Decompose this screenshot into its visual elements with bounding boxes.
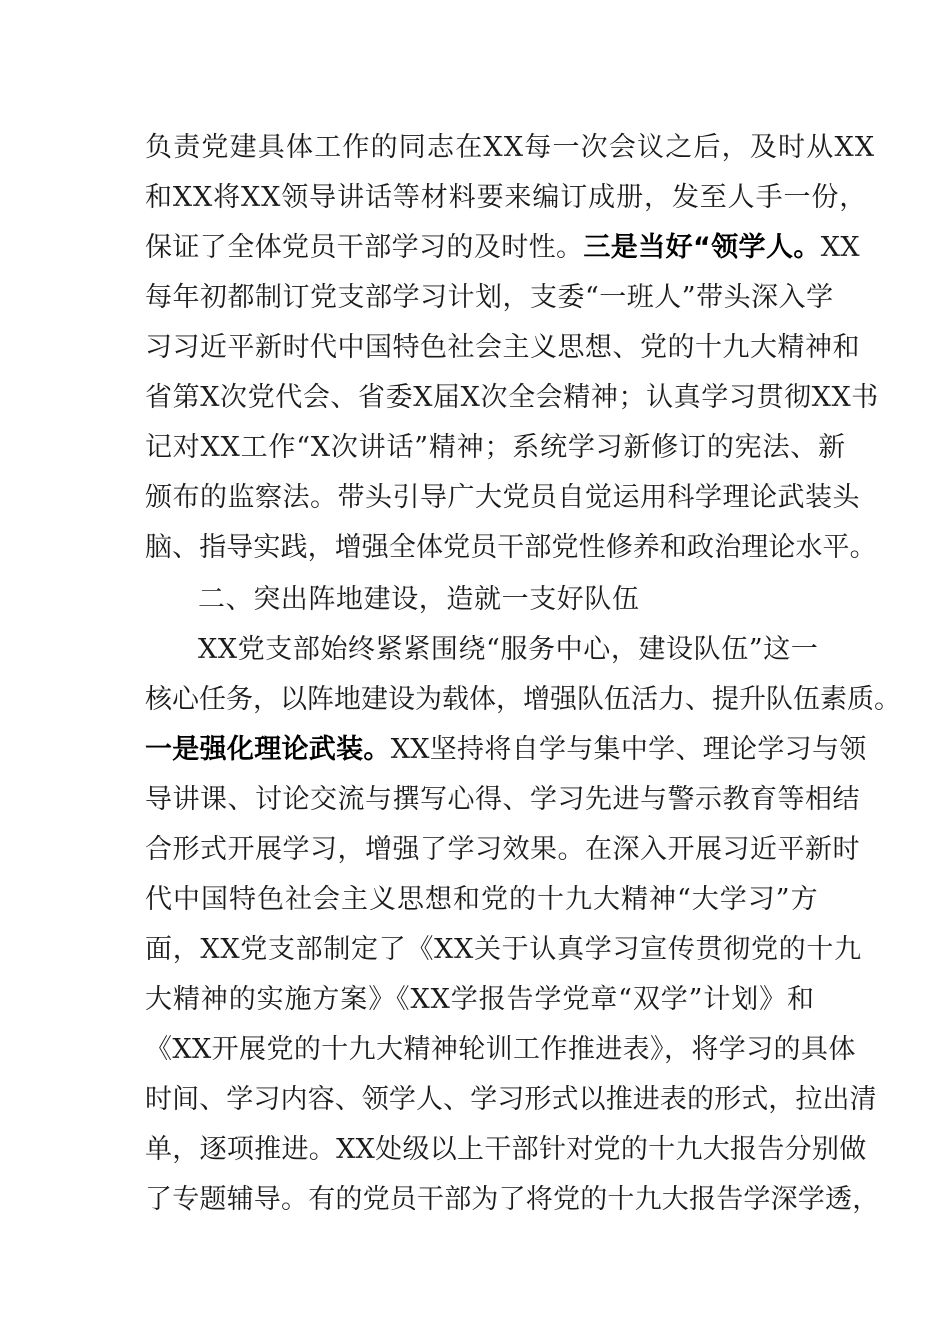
text-segment: 合形式开展学习，增强了学习效果。在深入开展习近平新时 [145,834,860,865]
text-segment: 导讲课、讨论交流与撰写心得、学习先进与警示教育等相结 [145,784,860,815]
text-segment: 脑、指导实践，增强全体党员干部党性修养和政治理论水平。 [145,532,877,563]
text-segment: 面，XX党支部制定了《XX关于认真学习宣传贯彻党的十九 [145,934,862,965]
text-segment: 省第X次党代会、省委X届X次全会精神；认真学习贯彻XX书 [145,382,879,413]
text-line-19 [145,1032,856,1068]
text-segment: 和XX将XX领导讲话等材料要来编订成册，发至人手一份， [145,182,868,213]
text-line-12 [145,682,901,718]
text-line-9 [145,530,877,566]
text-segment: 保证了全体党员干部学习的及时性。 [145,232,584,263]
text-segment: 时间、学习内容、领学人、学习形式以推进表的形式，拉出清 [145,1084,877,1115]
text-segment: 负责党建具体工作的同志在XX每一次会议之后，及时从XX [145,132,876,163]
text-line-5 [145,330,860,366]
text-segment: XX坚持将自学与集中学、理论学习与领 [390,734,867,765]
section-heading-text: 二、突出阵地建设，造就一支好队伍 [198,584,640,615]
text-segment: 习习近平新时代中国特色社会主义思想、党的十九大精神和 [145,332,860,363]
text-line-17 [145,932,862,968]
text-segment: 颁布的监察法。带头引导广大党员自觉运用科学理论武装头 [145,482,860,513]
text-line-18 [145,982,815,1018]
text-segment: 单，逐项推进。XX处级以上干部针对党的十九大报告分别做 [145,1134,867,1165]
text-segment: 《XX开展党的十九大精神轮训工作推进表》，将学习的具体 [145,1034,856,1065]
text-segment: 记对XX工作“X次讲话”精神；系统学习新修订的宪法、新 [145,432,846,463]
text-segment: 每年初都制订党支部学习计划，支委“一班人”带头深入学 [145,282,834,313]
text-line-7 [145,430,846,466]
section-heading [198,582,640,618]
text-line-13 [145,732,867,768]
text-segment: 核心任务，以阵地建设为载体，增强队伍活力、提升队伍素质。 [145,684,901,715]
text-line-16 [145,882,819,918]
text-segment: 代中国特色社会主义思想和党的十九大精神“大学习”方 [145,884,819,915]
text-line-4 [145,280,834,316]
text-line-21 [145,1132,867,1168]
text-line-3 [145,230,860,266]
text-segment: XX [820,232,861,263]
text-line-8 [145,480,860,516]
text-line-2 [145,180,867,216]
text-line-11 [198,632,818,668]
text-line-22 [145,1182,879,1218]
bold-heading-3: 三是当好“领学人。 [583,232,821,263]
text-segment: XX党支部始终紧紧围绕“服务中心，建设队伍”这一 [198,634,819,665]
text-line-20 [145,1082,877,1118]
text-line-6 [145,380,879,416]
text-line-14 [145,782,860,818]
bold-heading-13: 一是强化理论武装。 [145,734,391,765]
text-line-1 [145,130,875,166]
text-line-15 [145,832,860,868]
text-segment: 了专题辅导。有的党员干部为了将党的十九大报告学深学透， [145,1184,880,1215]
text-segment: 大精神的实施方案》《XX学报告学党章“双学”计划》和 [145,984,815,1015]
